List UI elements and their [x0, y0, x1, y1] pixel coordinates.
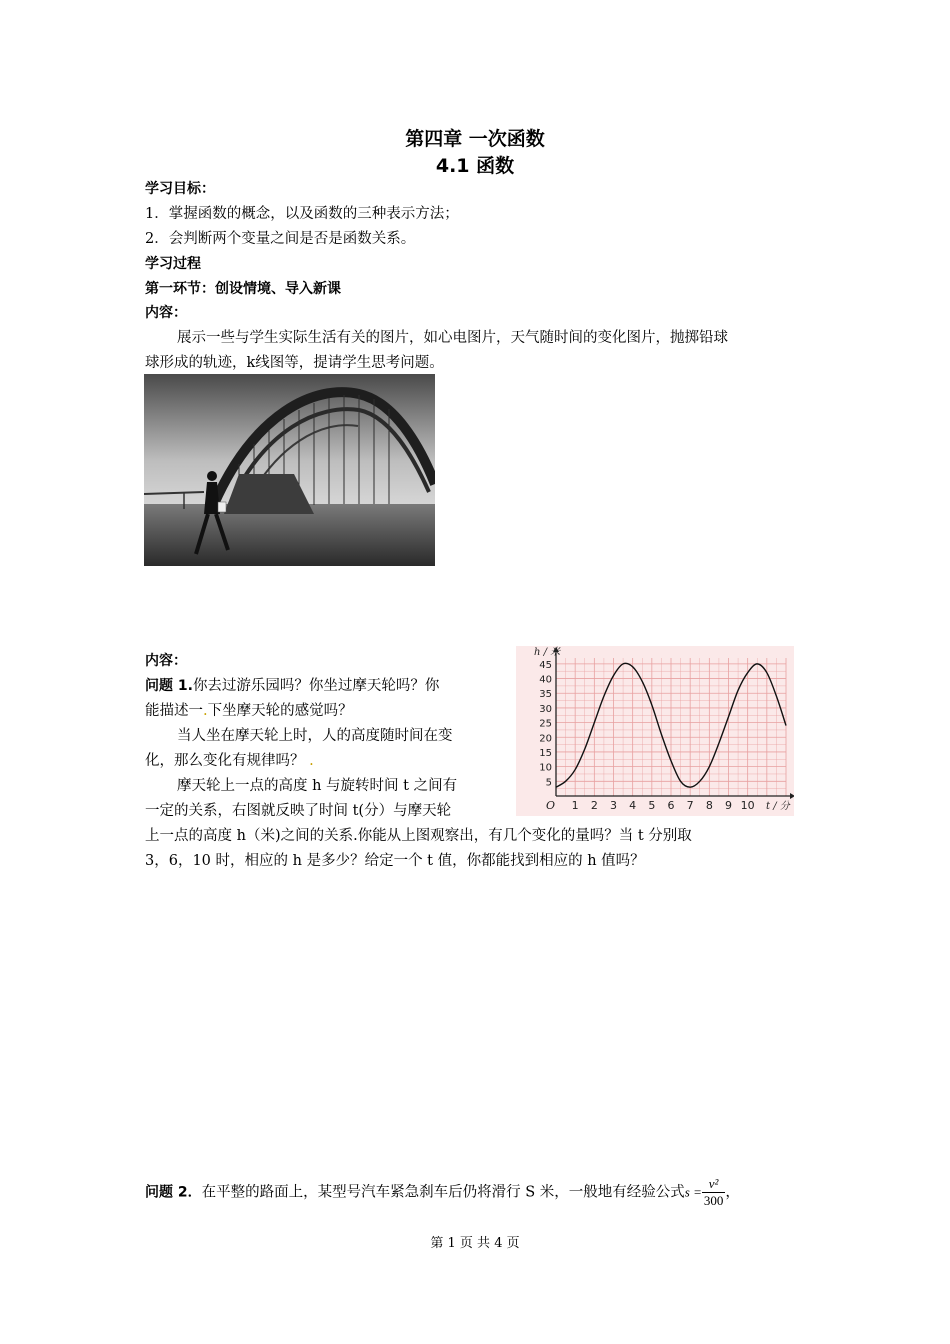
- y-tick-label: 5: [545, 777, 552, 789]
- chapter-title: 第四章 一次函数: [405, 128, 545, 150]
- problem1-line-7: 上一点的高度 h（米)之间的关系.你能从上图观察出，有几个变化的量吗？当 t 分别取: [145, 828, 692, 844]
- y-tick-label: 10: [539, 762, 552, 774]
- y-tick-label: 30: [539, 703, 552, 715]
- formula-lhs: s =: [684, 1184, 702, 1200]
- objective-item-1: 1．掌握函数的概念，以及函数的三种表示方法；: [145, 206, 459, 222]
- x-tick-label: 8: [705, 799, 713, 812]
- problem1-line-8: 3，6，10 时，相应的 h 是多少？给定一个 t 值，你都能找到相应的 h 值吗？: [145, 853, 645, 869]
- content-label-2: 内容：: [145, 653, 187, 669]
- y-tick-label: 45: [539, 659, 552, 671]
- intro-line-1: 展示一些与学生实际生活有关的图片，如心电图片，天气随时间的变化图片，抛掷铅球: [177, 330, 728, 346]
- section-title: 4.1 函数: [435, 155, 515, 177]
- objective-item-2: 2．会判断两个变量之间是否是函数关系。: [145, 231, 416, 247]
- x-tick-label: 10: [740, 799, 755, 812]
- formula-denominator: 300: [703, 1193, 724, 1208]
- chart-background: [516, 646, 794, 816]
- y-tick-label: 40: [539, 674, 552, 686]
- problem1-line-6: 一定的关系，右图就反映了时间 t(分）与摩天轮: [145, 803, 452, 819]
- x-tick-label: 3: [610, 799, 617, 812]
- problem1-line-1: 问题 1.你去过游乐园吗？你坐过摩天轮吗？你: [145, 678, 440, 694]
- x-tick-label: 5: [648, 799, 656, 812]
- problem2-line: [145, 1176, 740, 1209]
- stage1-heading: 第一环节：创设情境、导入新课: [145, 281, 341, 297]
- y-tick-label: 35: [539, 689, 552, 701]
- problem1-line-5: 摩天轮上一点的高度 h 与旋转时间 t 之间有: [177, 778, 458, 794]
- y-tick-label: 20: [539, 733, 552, 745]
- x-tick-label: 1: [571, 799, 579, 812]
- intro-line-2: 球形成的轨迹，k线图等，提请学生思考问题。: [145, 355, 444, 371]
- problem1-line-4: 化，那么变化有规律吗？ .: [145, 753, 314, 769]
- page-footer: 第 1 页 共 4 页: [430, 1236, 520, 1251]
- problem1-line-3: 当人坐在摩天轮上时，人的高度随时间在变: [177, 728, 453, 744]
- x-axis-label: t / 分: [766, 801, 790, 812]
- bridge-photo: [144, 374, 435, 566]
- problem2-text: 在平整的路面上，某型号汽车紧急刹车后仍将滑行 S 米，一般地有经验公式: [201, 1184, 685, 1201]
- problem2-label: 问题 2．: [145, 1184, 202, 1201]
- formula-trailing: ，: [725, 1184, 740, 1201]
- objectives-heading: 学习目标：: [145, 181, 215, 197]
- formula-fraction: [702, 1176, 726, 1209]
- content-label: 内容：: [145, 305, 187, 321]
- origin-label: O: [546, 799, 556, 812]
- chart-svg: [516, 646, 794, 816]
- y-axis-label: h / 米: [534, 647, 561, 658]
- x-tick-label: 2: [590, 799, 598, 812]
- x-tick-label: 4: [629, 799, 637, 812]
- ferris-wheel-chart: [516, 646, 794, 816]
- x-tick-label: 9: [725, 799, 732, 812]
- problem1-label: 问题 1.: [145, 678, 193, 694]
- process-heading: 学习过程: [145, 256, 201, 272]
- problem1-line-2: 能描述一.下坐摩天轮的感觉吗？: [145, 703, 353, 719]
- y-tick-label: 25: [539, 718, 552, 730]
- x-tick-label: 6: [667, 799, 675, 812]
- x-tick-label: 7: [686, 799, 694, 812]
- formula-numerator: v²: [702, 1176, 726, 1193]
- y-tick-label: 15: [539, 747, 552, 759]
